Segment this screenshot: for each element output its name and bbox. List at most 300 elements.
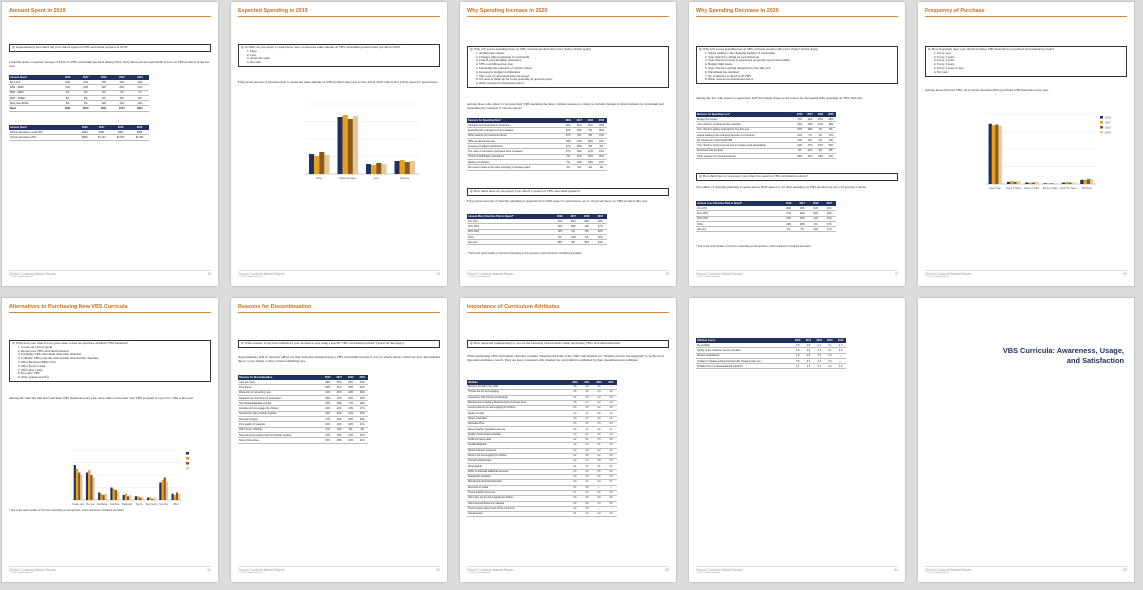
table-cell: None of the above bbox=[238, 438, 322, 443]
summary-text-2: Two-thirds of churches planning to spend less in 2020 expect to cut their spending on VBS products by up to 25 percent or more. bbox=[696, 185, 867, 189]
table-cell: 12% bbox=[345, 411, 357, 416]
summary-text: Among the churches that don't purchase VBS materials every year, most either create their own VBS program or opt not to offer it that year. bbox=[9, 396, 194, 400]
legend-swatch bbox=[1100, 126, 1103, 129]
list-item: 6. Enrollment has declined bbox=[708, 71, 895, 75]
table-cell: 28% bbox=[553, 240, 566, 245]
table-cell: 4.0 bbox=[581, 448, 593, 453]
chart-bar bbox=[1072, 183, 1075, 184]
table-cell: Other reasons not mentioned above bbox=[696, 154, 795, 159]
table-cell: 8% bbox=[567, 240, 580, 245]
chart-bar bbox=[123, 495, 125, 500]
table-header: 2016 bbox=[580, 214, 593, 219]
table-header: 2014 bbox=[835, 338, 846, 343]
reasons-spending-more-table bbox=[467, 118, 607, 171]
page-number: 78 bbox=[207, 271, 211, 276]
list-item: 2. Changes (improvements) in curriculum bbox=[479, 56, 666, 60]
page-83 bbox=[2, 298, 218, 582]
table-header: 2017 bbox=[92, 125, 111, 130]
table-cell: The costs of curriculum purchases have increased bbox=[467, 149, 563, 154]
table-cell: 7% bbox=[563, 160, 574, 165]
tick-label: Not offer bbox=[159, 503, 169, 506]
chart-bar bbox=[1062, 183, 1065, 184]
chart-bar bbox=[127, 496, 129, 500]
list-item: 1. Every year bbox=[937, 52, 1124, 56]
table-cell: Church attendance under 250 bbox=[9, 130, 77, 135]
table-cell: 18% bbox=[345, 385, 357, 390]
chart-bar bbox=[80, 475, 82, 500]
table-cell: 11%–25% bbox=[696, 211, 782, 216]
table-cell: 3.3 bbox=[569, 501, 581, 506]
table-cell: 18% bbox=[826, 122, 836, 127]
table-cell: 4.2 bbox=[593, 406, 605, 411]
legend-label: 2019 bbox=[1105, 116, 1111, 120]
table-cell: 15% bbox=[77, 85, 95, 90]
table-cell: We need to make up for lower spending in previous years bbox=[467, 165, 563, 170]
table-cell: 46% bbox=[795, 154, 805, 159]
table-cell: No volunteers to direct/staff VBS bbox=[696, 138, 795, 143]
table-cell: 14% bbox=[567, 234, 580, 239]
table-header: 2017 bbox=[333, 375, 345, 380]
table-cell: 26% bbox=[333, 390, 345, 395]
table-cell: 22% bbox=[815, 122, 825, 127]
chart-bar bbox=[141, 498, 143, 501]
table-cell: 9% bbox=[77, 101, 95, 106]
table-cell: Poor quality of materials bbox=[238, 422, 322, 427]
table-cell: Take-home/reinforcement materials bbox=[467, 501, 569, 506]
table-cell: 4.1 bbox=[593, 464, 605, 469]
table-cell: 3.2 bbox=[605, 490, 617, 495]
table-cell: 3% bbox=[113, 90, 131, 95]
table-cell: 26%–50% bbox=[696, 216, 782, 221]
table-cell: 1%–10% bbox=[467, 219, 553, 224]
table-cell: 33% bbox=[574, 128, 585, 133]
chart-bar bbox=[992, 125, 995, 184]
table-cell: 23% bbox=[95, 85, 113, 90]
table-cell: 3.2 bbox=[581, 490, 593, 495]
chart-bar bbox=[1007, 182, 1010, 184]
list-item: 3. Church growth/higher attendance bbox=[479, 59, 666, 63]
table-cell: 4.2 bbox=[581, 459, 593, 464]
table-cell: 12% bbox=[585, 149, 596, 154]
table-header: 2016 bbox=[815, 112, 825, 117]
table-cell: 22% bbox=[782, 216, 796, 221]
chart-bar bbox=[1047, 183, 1050, 184]
table-header: Reasons for Spending Less* bbox=[696, 112, 795, 117]
table-cell: 4.1 bbox=[581, 437, 593, 442]
table-cell: Affordable Price bbox=[467, 422, 569, 427]
page-footer: Church Curricula Market Report 78 © 2020 Campbell Rinker bbox=[9, 271, 211, 278]
table-cell: 22% bbox=[322, 411, 334, 416]
table-cell: 3% bbox=[815, 132, 825, 137]
table-cell: 3.5 bbox=[581, 506, 593, 511]
table-cell: 3.2 bbox=[569, 506, 581, 511]
page-title: Why Spending Increase in 2020 bbox=[467, 8, 548, 14]
list-item: 6. Offer Sports Camp bbox=[21, 365, 208, 369]
table-header: 2017 bbox=[803, 338, 814, 343]
table-cell: 10% bbox=[322, 432, 334, 437]
table-cell: 5% bbox=[585, 128, 596, 133]
table-cell: 29% bbox=[356, 417, 368, 422]
table-cell: 26% bbox=[596, 123, 607, 128]
table-cell: 17% bbox=[356, 406, 368, 411]
table-cell: 12% bbox=[809, 227, 823, 232]
table-header: 2017 bbox=[77, 75, 95, 80]
amount-by-attendance-table bbox=[9, 125, 149, 141]
legend-swatch bbox=[186, 462, 189, 465]
table-cell: 10% bbox=[815, 143, 825, 148]
page-footer: Church Curricula Market Report 78 © 2020 Campbell Rinker bbox=[467, 271, 669, 278]
table-cell: 45% bbox=[580, 219, 593, 224]
list-item: 4. Budget limit issues bbox=[708, 63, 895, 67]
table-cell: 18% bbox=[563, 138, 574, 143]
table-cell: 9% bbox=[585, 133, 596, 138]
table-cell: 10% bbox=[77, 80, 95, 85]
attributes-table bbox=[467, 380, 617, 517]
list-item: 3. Your church is trying to spend less on product good stewardship bbox=[708, 59, 895, 63]
page-title: Reasons for Discontinuation bbox=[238, 304, 312, 310]
table-cell: 20% bbox=[826, 143, 836, 148]
table-cell: 14% bbox=[333, 427, 345, 432]
table-cell: 13% bbox=[113, 80, 131, 85]
page-footer: Church Curricula Market Report 84 © 2020 Campbell Rinker bbox=[696, 567, 898, 574]
chart-bar bbox=[314, 156, 319, 174]
title-rule bbox=[696, 16, 898, 17]
list-item: 6. Increase in budget/contributions bbox=[479, 71, 666, 75]
chart-bar bbox=[86, 473, 88, 501]
tick-label: Day Camp bbox=[145, 503, 158, 506]
table-header: Attribute bbox=[467, 380, 569, 385]
tick-label: More bbox=[316, 177, 322, 180]
table-cell: Variety of activities bbox=[467, 416, 569, 421]
tick-label: Every Year bbox=[989, 187, 1001, 190]
summary-text: Approximately half of churches (48%) say they have discontinued using a VBS curriculum because it cost too much. About a third say they discontinued due to a poor theme or they wanted something new. bbox=[238, 355, 440, 364]
page-footer: Church Curricula Market Report 80 © 2020 Campbell Rinker bbox=[925, 271, 1127, 278]
table-cell: 3.4 bbox=[605, 469, 617, 474]
table-cell: $316 bbox=[77, 106, 95, 111]
table-cell: VBS not offered last year bbox=[467, 138, 563, 143]
tick-label: Every 4 Years bbox=[1042, 187, 1058, 190]
title-rule bbox=[238, 312, 440, 313]
table-cell: 7% bbox=[805, 132, 815, 137]
table-cell: Other reasons not mentioned above bbox=[467, 133, 563, 138]
table-cell: 4.0 bbox=[803, 353, 814, 358]
chart-bar bbox=[135, 496, 137, 500]
alternatives-chart bbox=[68, 448, 208, 508]
table-cell: 12% bbox=[580, 224, 593, 229]
section-title: VBS Curricula: Awareness, Usage, and Satisfaction bbox=[1002, 346, 1124, 365]
list-item: 2. Re-use past VBS curriculum material bbox=[21, 350, 208, 354]
table-cell: Discounts on resale bbox=[467, 485, 569, 490]
table-cell: 3.7 bbox=[569, 485, 581, 490]
table-cell: 18% bbox=[345, 406, 357, 411]
table-cell: 10% bbox=[596, 138, 607, 143]
table-header: 2017 bbox=[574, 118, 585, 123]
table-header: 2017 bbox=[795, 201, 809, 206]
table-cell: 14% bbox=[356, 411, 368, 416]
chart-bar bbox=[353, 116, 358, 174]
table-cell: 22% bbox=[822, 216, 836, 221]
table-cell: 15% bbox=[356, 395, 368, 400]
chart-bar bbox=[1065, 182, 1068, 184]
table-cell: Flexible/adaptable bbox=[467, 443, 569, 448]
table-cell: 20% bbox=[113, 85, 131, 90]
table-cell: 4.2 bbox=[593, 448, 605, 453]
chart-bar bbox=[171, 494, 173, 500]
table-cell: Consistency with doctrine and theology bbox=[467, 395, 569, 400]
table-cell: — bbox=[605, 485, 617, 490]
table-cell: Completeness bbox=[467, 512, 569, 517]
table-cell: 4.2 bbox=[593, 453, 605, 458]
legend-swatch bbox=[1100, 121, 1103, 124]
table-cell: 4.0 bbox=[593, 416, 605, 421]
table-cell: 13% bbox=[113, 101, 131, 106]
chart-bar bbox=[1044, 183, 1047, 184]
table-cell: 3.6 bbox=[593, 469, 605, 474]
table-cell: 20% bbox=[596, 160, 607, 165]
question-box: Q: What reasons, if any, have influenced your decision to stop using a specific VBS curriculum provider? (Select all that apply) bbox=[238, 340, 440, 348]
question-box: Q: What does your church do in years when it does not purchase children's VBS materials? 1. Create our own program 2. Re-use past VBS curriculum material 3. Exchange VBS curriculum with other churches 4. Combine VBS programs with another church/other churches 5. Offer Backyard Bible Club 6. Offer Sports Camp 7. Offer Day Camp 8. Not offer VBS 9. Other (please specify) bbox=[9, 340, 211, 382]
table-cell: 27% bbox=[594, 224, 608, 229]
chart-bar bbox=[343, 115, 348, 174]
table-header: 2015 bbox=[605, 380, 617, 385]
chart-bar bbox=[105, 494, 107, 500]
chart-bar bbox=[1032, 183, 1035, 184]
page-81 bbox=[689, 2, 905, 286]
page-82 bbox=[918, 2, 1134, 286]
title-rule bbox=[238, 16, 440, 17]
table-cell: $1,452 bbox=[130, 135, 149, 140]
chart-bar bbox=[410, 161, 415, 174]
table-cell: 10% bbox=[95, 101, 113, 106]
table-cell: 31% bbox=[322, 390, 334, 395]
table-cell: 26% bbox=[782, 206, 796, 211]
table-cell: 9% bbox=[580, 229, 593, 234]
table-cell: $362 bbox=[111, 130, 130, 135]
table-cell: 8% bbox=[826, 127, 836, 132]
chart-bar bbox=[117, 491, 119, 500]
chart-bar bbox=[324, 155, 329, 174]
list-item: 6. Not sure bbox=[937, 71, 1124, 75]
table-cell: 46% bbox=[563, 123, 574, 128]
table-cell: 16% bbox=[594, 234, 608, 239]
chart-bar bbox=[1010, 181, 1013, 184]
table-cell: 3.5 bbox=[581, 485, 593, 490]
table-cell: 21% bbox=[356, 438, 368, 443]
page-title: Importance of Curriculum Attributes bbox=[467, 304, 560, 310]
table-cell: Poor theme bbox=[238, 385, 322, 390]
table-cell: Now discounts market preferred another product bbox=[238, 432, 322, 437]
table-cell: 24% bbox=[322, 406, 334, 411]
table-cell: 3.9 bbox=[593, 459, 605, 464]
table-header: 2016 bbox=[593, 380, 605, 385]
table-cell: 3.6 bbox=[593, 496, 605, 501]
table-cell: Church growth/higher attendance bbox=[467, 154, 563, 159]
table-header: 2015 bbox=[826, 112, 836, 117]
title-rule bbox=[925, 16, 1127, 17]
table-header: 2019 bbox=[553, 214, 566, 219]
table-header: Amount More Churches Plan to Spend* bbox=[467, 214, 553, 219]
table-cell: 4.3 bbox=[581, 411, 593, 416]
table-cell: 27% bbox=[563, 133, 574, 138]
table-cell: 13% bbox=[596, 149, 607, 154]
table-cell: 3.3 bbox=[605, 512, 617, 517]
table-cell: Cost too much bbox=[238, 380, 322, 385]
list-item: 5. Expanding the outreach of current classes bbox=[479, 67, 666, 71]
table-header: Amount Less Churches Plan to Spend* bbox=[696, 201, 782, 206]
table-cell: 3.3 bbox=[814, 358, 825, 363]
tick-label: Create own bbox=[71, 503, 85, 506]
table-cell: 8% bbox=[131, 95, 149, 100]
table-cell: 3.6 bbox=[792, 358, 803, 363]
table-cell: 2.3 bbox=[803, 364, 814, 369]
chart-bar bbox=[178, 494, 180, 500]
table-cell: 12% bbox=[805, 122, 815, 127]
table-cell: Quality of music bbox=[467, 411, 569, 416]
chart-bar bbox=[1080, 180, 1083, 184]
chart-bar bbox=[110, 488, 112, 501]
list-item: 1. Adding new classes bbox=[479, 52, 666, 56]
list-item: 5. Offer Backyard Bible Club bbox=[21, 361, 208, 365]
table-cell: 4.4 bbox=[569, 406, 581, 411]
table-cell: Your church is trying to spend less to practice good stewardship bbox=[696, 143, 795, 148]
table-cell: 3% bbox=[563, 165, 574, 170]
chart-bar bbox=[376, 163, 381, 174]
table-cell: 4.3 bbox=[605, 422, 617, 427]
table-cell: 4.2 bbox=[581, 469, 593, 474]
table-cell: 8% bbox=[574, 133, 585, 138]
footnote: * Due to the small number of churches responding to this question, results should be considered anecdotal. bbox=[696, 245, 812, 248]
tick-label: Exchange bbox=[97, 503, 108, 506]
table-cell: 23% bbox=[822, 211, 836, 216]
table-cell: 5% bbox=[567, 229, 580, 234]
table-cell: 32% bbox=[563, 128, 574, 133]
table-cell: 9% bbox=[815, 148, 825, 153]
table-header: 2016 bbox=[345, 375, 357, 380]
table-cell: 12% bbox=[809, 206, 823, 211]
table-cell: 4.3 bbox=[593, 422, 605, 427]
table-row bbox=[467, 165, 607, 170]
table-cell: 44% bbox=[815, 117, 825, 122]
table-cell: 4.3 bbox=[581, 422, 593, 427]
list-item: 7. Offer Day Camp bbox=[21, 369, 208, 373]
title-rule bbox=[9, 312, 211, 313]
table-cell: 6% bbox=[815, 138, 825, 143]
table-cell: 9% bbox=[574, 165, 585, 170]
table-cell: 28% bbox=[826, 117, 836, 122]
table-cell: 2.3 bbox=[824, 364, 835, 369]
table-cell: 4.5 bbox=[581, 390, 593, 395]
summary-text: When purchasing VBS curriculum, churches consider "Deepens the faith of the child" and whether it's "Themes are fun and engaging" to be the most important attributes overall. They are least concerned with whether the curriculum is published by their denominational publisher. bbox=[467, 354, 664, 363]
page-title: Frequency of Purchase bbox=[925, 8, 985, 14]
table-cell: 21% bbox=[131, 85, 149, 90]
summary-text: Among those who expect to increase their VBS spending the most common reasons for doing so include changes in improvements in curriculum and expanding the outreach of current classes. bbox=[467, 102, 664, 111]
table-cell: 3.3 bbox=[593, 512, 605, 517]
table-cell: Update to multiple settings (include kids, Hispanic kids, etc.) bbox=[696, 358, 792, 363]
discontinuation-table bbox=[238, 375, 368, 444]
list-item: 3. Exchange VBS curriculum with other churches bbox=[21, 353, 208, 357]
table-cell: Enrollment has declined bbox=[696, 148, 795, 153]
table-row bbox=[467, 240, 607, 245]
table-cell: 3.3 bbox=[593, 501, 605, 506]
table-cell: 3.1 bbox=[824, 348, 835, 353]
table-row bbox=[9, 106, 149, 111]
footnote: * Due to the small number of churches responding to this question, results should be considered anecdotal. bbox=[467, 252, 583, 255]
table-cell: 17% bbox=[563, 144, 574, 149]
legend-label: 2017 bbox=[1105, 121, 1111, 125]
table-cell: 47% bbox=[553, 219, 566, 224]
table-cell: 22% bbox=[594, 219, 608, 224]
list-item: 4. Combine VBS programs with another church/other churches bbox=[21, 357, 208, 361]
table-cell: 8% bbox=[596, 144, 607, 149]
table-cell: 4.2 bbox=[605, 390, 617, 395]
table-cell: More than $1000 bbox=[9, 101, 59, 106]
page-footer: Church Curricula Market Report 85 © 2020 Campbell Rinker bbox=[925, 567, 1127, 574]
table-cell: 51%+ bbox=[696, 221, 782, 226]
table-cell: 23% bbox=[594, 240, 608, 245]
tick-label: Sports bbox=[135, 503, 143, 506]
amount-more-table bbox=[467, 214, 607, 245]
table-cell: Adding new classes bbox=[467, 160, 563, 165]
table-cell: $101 – $250 bbox=[9, 85, 59, 90]
table-cell: Not flexible/adaptable enough bbox=[238, 401, 322, 406]
table-cell: 18% bbox=[574, 149, 585, 154]
table-cell: 11% bbox=[822, 206, 836, 211]
title-rule bbox=[467, 16, 669, 17]
chart-bar bbox=[1050, 183, 1053, 184]
table-cell: $601 – $1000 bbox=[9, 95, 59, 100]
legend-label: 2015 bbox=[1105, 131, 1111, 135]
table-cell: 7% bbox=[795, 227, 809, 232]
list-item: 1. Sticky adding to the changing identity of curriculum bbox=[708, 52, 895, 56]
table-cell: 4.4 bbox=[569, 427, 581, 432]
tick-label: Backyard bbox=[122, 503, 132, 506]
title-rule bbox=[9, 16, 211, 17]
page-footer: Church Curricula Market Report 83 © 2020 Campbell Rinker bbox=[467, 567, 669, 574]
chart-bar bbox=[366, 164, 371, 174]
table-cell: 8% bbox=[345, 427, 357, 432]
summary-text: Churches spent a reported average of $330 on VBS curriculum products during 2019. Sixty-three percent spent $500 or less on VBS products in the last year. bbox=[9, 60, 210, 69]
table-cell: 3.3 bbox=[824, 358, 835, 363]
summary-text: Among those that host VBS, six in seven churches (86%) purchase VBS materials every year. bbox=[925, 88, 1049, 92]
table-cell: 47% bbox=[795, 117, 805, 122]
question-text: Q: Approximately how much did your church spend on VBS curriculum products in 2019? bbox=[12, 45, 128, 49]
table-cell: 4.1 bbox=[605, 427, 617, 432]
table-cell: 3.6 bbox=[581, 475, 593, 480]
table-cell: 36% bbox=[596, 128, 607, 133]
table-cell: 3.3 bbox=[605, 501, 617, 506]
table-header: 2016 bbox=[111, 125, 130, 130]
table-cell: Didn't fit our schedule bbox=[238, 427, 322, 432]
chart-bar bbox=[337, 117, 342, 174]
chart-bar bbox=[88, 470, 90, 500]
list-item: 4. VBS cost/inflated last year bbox=[479, 63, 666, 67]
table-header: 2017 bbox=[567, 214, 580, 219]
table-cell: $330 bbox=[59, 106, 77, 111]
list-item: 8. Other reasons not mentioned above bbox=[708, 78, 895, 82]
chart-bar bbox=[400, 160, 405, 174]
question-box: Q: In 2020, do you expect to spend more, less, or about the same amount on VBS curriculum products than you did in 2019? 1. More 2. Less 3. About the same 4. Not sure bbox=[238, 44, 440, 67]
table-cell: 4.2 bbox=[569, 443, 581, 448]
table-cell: Doctrinal integrity bbox=[238, 417, 322, 422]
table-cell: 3.7 bbox=[814, 364, 825, 369]
table-cell: 22% bbox=[795, 127, 805, 132]
table-cell: 23% bbox=[356, 385, 368, 390]
chart-bar bbox=[100, 494, 102, 500]
table-header: 2015 bbox=[130, 125, 149, 130]
table-cell: 10% bbox=[131, 80, 149, 85]
table-cell: 33% bbox=[322, 385, 334, 390]
legend-swatch bbox=[186, 467, 189, 470]
